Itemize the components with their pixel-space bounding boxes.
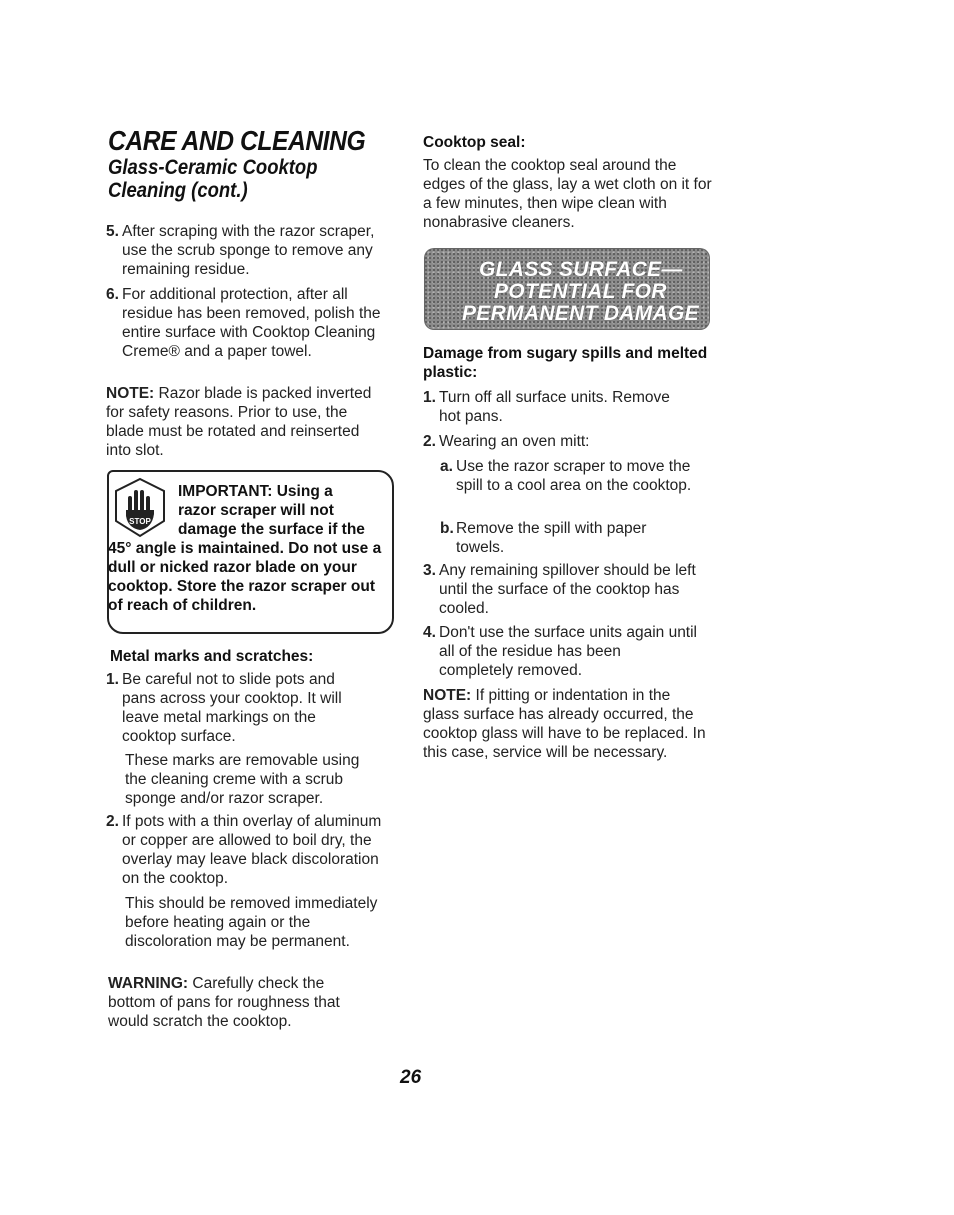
cooktop-seal-heading: Cooktop seal:	[423, 134, 526, 151]
step-text: Any remaining spillover should be left until the surface of the cooktop has cooled.	[439, 562, 696, 617]
step-text: After scraping with the razor scraper, use the scrub sponge to remove any remaining residue.	[122, 223, 375, 278]
step-text: Be careful not to slide pots and pans across your cooktop. It will leave metal markings on the cooktop surface.	[122, 671, 342, 745]
svg-text:STOP: STOP	[129, 517, 151, 526]
step-text: Don't use the surface units again until all of the residue has been completely removed.	[439, 624, 698, 679]
section-subtitle	[108, 156, 354, 202]
step-number: 6.	[106, 286, 119, 303]
metal-step-1-extra: These marks are removable using the cleaning creme with a scrub sponge and/or razor scraper.	[125, 752, 360, 807]
important-rest: 45° angle is maintained. Do not use a dull or nicked razor blade on your cooktop. Store the razor scraper out of reach of children.	[108, 540, 382, 614]
step-number: 1.	[423, 389, 436, 406]
banner-line-1: GLASS SURFACE—	[479, 258, 683, 281]
step-number: 1.	[106, 671, 119, 688]
warning-text: Carefully check the bottom of pans for roughness that would scratch the cooktop.	[108, 975, 340, 1030]
damage-step-2	[423, 432, 713, 451]
note-razor	[106, 384, 381, 460]
glass-surface-banner	[424, 248, 710, 330]
step-number: 2.	[423, 433, 436, 450]
metal-step-1	[106, 670, 386, 746]
step-number: 4.	[423, 624, 436, 641]
warning	[108, 974, 353, 1031]
important-line-3: damage the surface if the	[178, 521, 365, 538]
note-label: NOTE:	[423, 687, 472, 704]
damage-step-1	[423, 388, 713, 426]
step-number: a.	[440, 458, 453, 475]
damage-step-3	[423, 561, 713, 618]
damage-step-4	[423, 623, 713, 680]
step-number: b.	[440, 520, 454, 537]
important-line-1: IMPORTANT: Using a	[178, 483, 333, 500]
important-line-2: razor scraper will not	[178, 502, 334, 519]
note-text: Razor blade is packed inverted for safety reasons. Prior to use, the blade must be rotated and reinserted into slot.	[106, 385, 372, 459]
step-text: For additional protection, after all residue has been removed, polish the entire surface with Cooktop Cleaning Creme® and a paper towel.	[122, 286, 381, 360]
damage-step-2b	[440, 519, 705, 557]
subtitle-line-2: Cleaning (cont.)	[108, 179, 248, 202]
page-title: CARE AND CLEANING	[108, 125, 366, 156]
note-text: If pitting or indentation in the glass surface has already occurred, the cooktop glass will have to be replaced. In this case, service will be necessary.	[423, 687, 706, 761]
step-number: 2.	[106, 813, 119, 830]
step-text: Use the razor scraper to move the spill to a cool area on the cooktop.	[456, 458, 692, 494]
note-label: NOTE:	[106, 385, 155, 402]
step-text: If pots with a thin overlay of aluminum or copper are allowed to boil dry, the overlay may leave black discoloration on the cooktop.	[122, 813, 382, 887]
banner-line-2: POTENTIAL FOR	[494, 280, 667, 303]
warning-label: WARNING:	[108, 975, 189, 992]
metal-step-2	[106, 812, 391, 888]
page-number: 26	[400, 1067, 422, 1088]
cooktop-seal-text: To clean the cooktop seal around the edges of the glass, lay a wet cloth on it for a few minutes, then wipe clean with nonabrasive cleaners.	[423, 157, 712, 231]
step-text: Turn off all surface units. Remove hot pans.	[439, 389, 670, 425]
step-number: 3.	[423, 562, 436, 579]
damage-heading: Damage from sugary spills and melted plastic:	[423, 345, 708, 381]
banner-line-3: PERMANENT DAMAGE	[462, 302, 699, 325]
step-number: 5.	[106, 223, 119, 240]
damage-step-2a	[440, 457, 705, 495]
step-6	[106, 285, 396, 361]
metal-marks-heading: Metal marks and scratches:	[110, 648, 314, 665]
metal-step-2-extra: This should be removed immediately before heating again or the discoloration may be permanent.	[125, 895, 378, 950]
step-text: Remove the spill with paper towels.	[456, 520, 647, 556]
important-text	[108, 482, 385, 615]
note-pitting	[423, 686, 708, 762]
subtitle-line-1: Glass-Ceramic Cooktop	[108, 156, 318, 179]
step-text: Wearing an oven mitt:	[439, 433, 590, 450]
step-5	[106, 222, 396, 279]
